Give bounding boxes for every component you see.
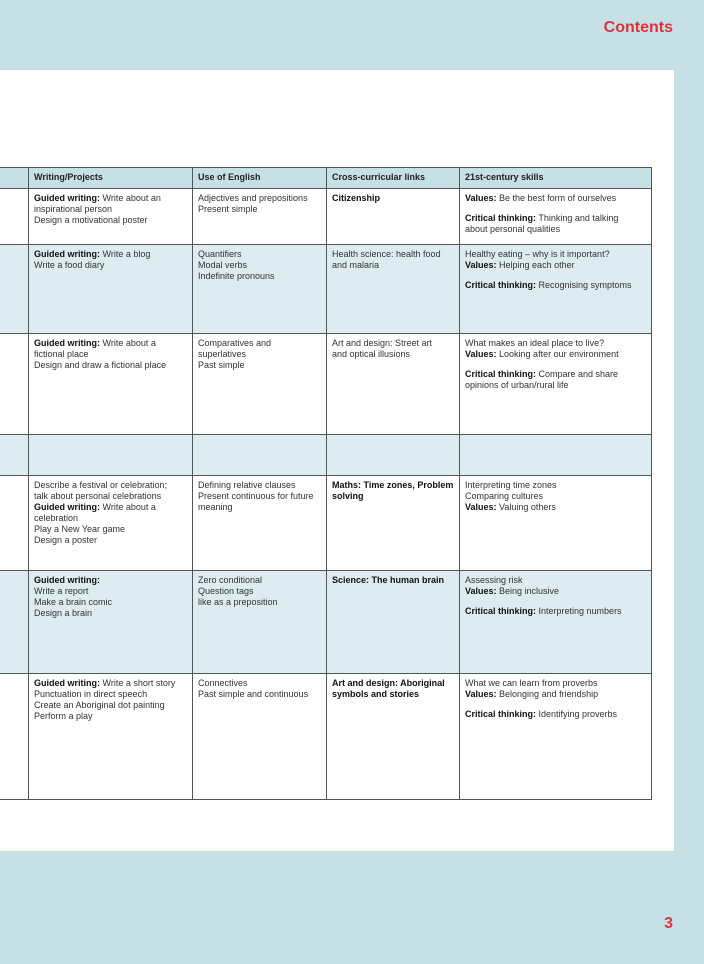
cell-label: Critical thinking: — [465, 280, 537, 290]
cell-text: Design and draw a fictional place — [34, 360, 167, 370]
cell-line — [465, 338, 646, 349]
row-left-stub — [0, 476, 29, 571]
cell-text: What makes an ideal place to live? — [465, 338, 605, 348]
cell-text: superlatives — [198, 349, 247, 359]
line-gap — [465, 360, 646, 369]
cell-label: Citizenship — [332, 193, 381, 203]
cell-label: Guided writing: — [34, 338, 100, 348]
cell-text: Compare and share — [536, 369, 619, 379]
cell-skills — [460, 674, 652, 800]
cell-label: Values: — [465, 349, 497, 359]
cell-text: meaning — [198, 502, 233, 512]
cell-skills — [460, 435, 652, 476]
cell-text: Being inclusive — [496, 586, 560, 596]
table-row — [0, 189, 652, 245]
cell-text: like as a preposition — [198, 597, 278, 607]
cell-line — [332, 491, 454, 502]
cell-line — [332, 260, 454, 271]
cell-line — [465, 249, 646, 260]
cell-line — [198, 193, 321, 204]
cell-label: Critical thinking: — [465, 606, 537, 616]
cell-line — [34, 535, 187, 546]
cell-line — [198, 260, 321, 271]
cell-label: Science: The human brain — [332, 575, 445, 585]
cell-text: celebration — [34, 513, 79, 523]
cell-text: Question tags — [198, 586, 254, 596]
cell-text: inspirational person — [34, 204, 113, 214]
cell-text: Indefinite pronouns — [198, 271, 275, 281]
cell-text: Helping each other — [496, 260, 575, 270]
cell-text: Write a report — [34, 586, 89, 596]
cell-line — [34, 608, 187, 619]
cell-writing — [29, 435, 193, 476]
cell-line — [198, 597, 321, 608]
cell-text: Quantifiers — [198, 249, 242, 259]
cell-text: Write a food diary — [34, 260, 105, 270]
cell-label: Critical thinking: — [465, 369, 537, 379]
cell-cross — [327, 674, 460, 800]
cell-text: Recognising symptoms — [536, 280, 632, 290]
cell-label: Guided writing: — [34, 249, 100, 259]
cell-text: Play a New Year game — [34, 524, 126, 534]
cell-line — [34, 700, 187, 711]
table-row — [0, 476, 652, 571]
cell-label: Values: — [465, 260, 497, 270]
cell-line — [198, 360, 321, 371]
cell-line — [198, 204, 321, 215]
cell-label: Art and design: Aboriginal — [332, 678, 445, 688]
cell-line — [34, 349, 187, 360]
cell-text: Adjectives and prepositions — [198, 193, 308, 203]
row-left-stub — [0, 435, 29, 476]
cell-line — [465, 491, 646, 502]
cell-line — [198, 491, 321, 502]
cell-line — [465, 502, 646, 513]
cell-line — [332, 193, 454, 204]
cell-writing — [29, 476, 193, 571]
cell-label: Values: — [465, 193, 497, 203]
cell-skills — [460, 476, 652, 571]
cell-line — [465, 678, 646, 689]
page-header-title[interactable]: Contents — [603, 19, 673, 36]
row-left-stub — [0, 189, 29, 245]
cell-line — [198, 586, 321, 597]
cell-writing — [29, 571, 193, 674]
cell-text: Assessing risk — [465, 575, 523, 585]
cell-line — [198, 271, 321, 282]
cell-text: Art and design: Street art — [332, 338, 433, 348]
cell-text: Past simple and continuous — [198, 689, 309, 699]
row-left-stub — [0, 245, 29, 334]
cell-skills — [460, 245, 652, 334]
cell-line — [465, 709, 646, 720]
cell-line — [198, 349, 321, 360]
cell-label: symbols and stories — [332, 689, 420, 699]
cell-line — [34, 597, 187, 608]
cell-line — [465, 480, 646, 491]
cell-label: Values: — [465, 586, 497, 596]
cell-label: Values: — [465, 689, 497, 699]
line-gap — [465, 597, 646, 606]
page-number: 3 — [664, 915, 673, 932]
cell-text: Modal verbs — [198, 260, 248, 270]
cell-line — [34, 338, 187, 349]
cell-text: fictional place — [34, 349, 89, 359]
cell-label: Critical thinking: — [465, 709, 537, 719]
table-row — [0, 334, 652, 435]
cell-line — [198, 338, 321, 349]
cell-text: What we can learn from proverbs — [465, 678, 598, 688]
cell-text: Defining relative clauses — [198, 480, 296, 490]
cell-text: Identifying proverbs — [536, 709, 618, 719]
cell-text: Looking after our environment — [496, 349, 619, 359]
cell-cross — [327, 189, 460, 245]
cell-label: Maths: Time zones, Problem — [332, 480, 454, 490]
cell-label: Guided writing: — [34, 193, 100, 203]
cell-english — [193, 334, 327, 435]
table-row — [0, 245, 652, 334]
cell-cross — [327, 571, 460, 674]
cell-line — [34, 586, 187, 597]
cell-text: Thinking and talking — [536, 213, 619, 223]
column-header-skills: 21st-century skills — [460, 168, 652, 189]
cell-text: Comparatives and — [198, 338, 272, 348]
cell-english — [193, 189, 327, 245]
cell-line — [198, 575, 321, 586]
cell-text: about personal qualities — [465, 224, 561, 234]
cell-cross — [327, 334, 460, 435]
row-left-stub — [0, 571, 29, 674]
cell-text: Write about an — [100, 193, 161, 203]
cell-line — [465, 369, 646, 380]
cell-line — [465, 260, 646, 271]
cell-text: Be the best form of ourselves — [496, 193, 617, 203]
cell-label: Guided writing: — [34, 502, 100, 512]
cell-skills — [460, 189, 652, 245]
cell-cross — [327, 476, 460, 571]
cell-line — [34, 360, 187, 371]
cell-text: Health science: health food — [332, 249, 441, 259]
cell-english — [193, 674, 327, 800]
cell-line — [332, 689, 454, 700]
cell-text: Zero conditional — [198, 575, 263, 585]
line-gap — [465, 204, 646, 213]
table-header-left-stub — [0, 168, 29, 189]
cell-line — [34, 193, 187, 204]
cell-text: Make a brain comic — [34, 597, 113, 607]
cell-line — [34, 513, 187, 524]
cell-text: Perform a play — [34, 711, 93, 721]
cell-line — [34, 480, 187, 491]
cell-text: talk about personal celebrations — [34, 491, 162, 501]
cell-text: Write about a — [100, 338, 156, 348]
cell-line — [34, 502, 187, 513]
cell-line — [34, 260, 187, 271]
cell-line — [465, 586, 646, 597]
cell-text: Design a brain — [34, 608, 93, 618]
cell-text: Describe a festival or celebration; — [34, 480, 168, 490]
cell-line — [198, 689, 321, 700]
cell-line — [332, 575, 454, 586]
cell-line — [465, 349, 646, 360]
cell-text: Write a blog — [100, 249, 151, 259]
cell-text: Design a poster — [34, 535, 98, 545]
cell-text: Interpreting numbers — [536, 606, 622, 616]
cell-english — [193, 476, 327, 571]
cell-line — [34, 215, 187, 226]
cell-text: Punctuation in direct speech — [34, 689, 148, 699]
table-body — [0, 189, 652, 800]
cell-line — [34, 249, 187, 260]
cell-label: Values: — [465, 502, 497, 512]
cell-text: Create an Aboriginal dot painting — [34, 700, 165, 710]
cell-line — [332, 249, 454, 260]
cell-line — [332, 480, 454, 491]
contents-table — [0, 167, 652, 800]
cell-line — [198, 480, 321, 491]
cell-writing — [29, 334, 193, 435]
cell-text: Present simple — [198, 204, 258, 214]
cell-label: solving — [332, 491, 364, 501]
cell-line — [34, 204, 187, 215]
table-row — [0, 674, 652, 800]
cell-label: Guided writing: — [34, 575, 100, 585]
cell-text: and malaria — [332, 260, 380, 270]
cell-english — [193, 245, 327, 334]
line-gap — [465, 700, 646, 709]
cell-line — [34, 689, 187, 700]
cell-text: Design a motivational poster — [34, 215, 148, 225]
cell-line — [34, 711, 187, 722]
cell-writing — [29, 245, 193, 334]
cell-line — [34, 678, 187, 689]
cell-line — [465, 193, 646, 204]
table-row — [0, 435, 652, 476]
cell-line — [465, 575, 646, 586]
row-left-stub — [0, 674, 29, 800]
cell-line — [198, 678, 321, 689]
cell-english — [193, 571, 327, 674]
cell-text: Healthy eating – why is it important? — [465, 249, 610, 259]
cell-line — [198, 249, 321, 260]
cell-writing — [29, 189, 193, 245]
table-row — [0, 571, 652, 674]
cell-line — [34, 524, 187, 535]
cell-text: Interpreting time zones — [465, 480, 557, 490]
cell-line — [465, 213, 646, 224]
cell-line — [332, 338, 454, 349]
cell-line — [332, 678, 454, 689]
cell-skills — [460, 334, 652, 435]
column-header-english: Use of English — [193, 168, 327, 189]
cell-text: Comparing cultures — [465, 491, 544, 501]
cell-line — [465, 280, 646, 291]
column-header-cross: Cross-curricular links — [327, 168, 460, 189]
cell-line — [465, 606, 646, 617]
cell-line — [465, 689, 646, 700]
cell-cross — [327, 245, 460, 334]
cell-text: Connectives — [198, 678, 248, 688]
cell-line — [34, 491, 187, 502]
cell-text: opinions of urban/rural life — [465, 380, 569, 390]
line-gap — [465, 271, 646, 280]
cell-text: Belonging and friendship — [496, 689, 599, 699]
cell-writing — [29, 674, 193, 800]
cell-text: Past simple — [198, 360, 245, 370]
table-header-row — [0, 168, 652, 189]
cell-text: Write about a — [100, 502, 156, 512]
cell-line — [198, 502, 321, 513]
cell-cross — [327, 435, 460, 476]
cell-label: Critical thinking: — [465, 213, 537, 223]
cell-line — [332, 349, 454, 360]
cell-text: Valuing others — [496, 502, 556, 512]
cell-skills — [460, 571, 652, 674]
cell-text: Present continuous for future — [198, 491, 314, 501]
cell-line — [34, 575, 187, 586]
cell-text: and optical illusions — [332, 349, 411, 359]
row-left-stub — [0, 334, 29, 435]
cell-line — [465, 224, 646, 235]
cell-label: Guided writing: — [34, 678, 100, 688]
cell-line — [465, 380, 646, 391]
cell-english — [193, 435, 327, 476]
column-header-writing: Writing/Projects — [29, 168, 193, 189]
cell-text: Write a short story — [100, 678, 176, 688]
